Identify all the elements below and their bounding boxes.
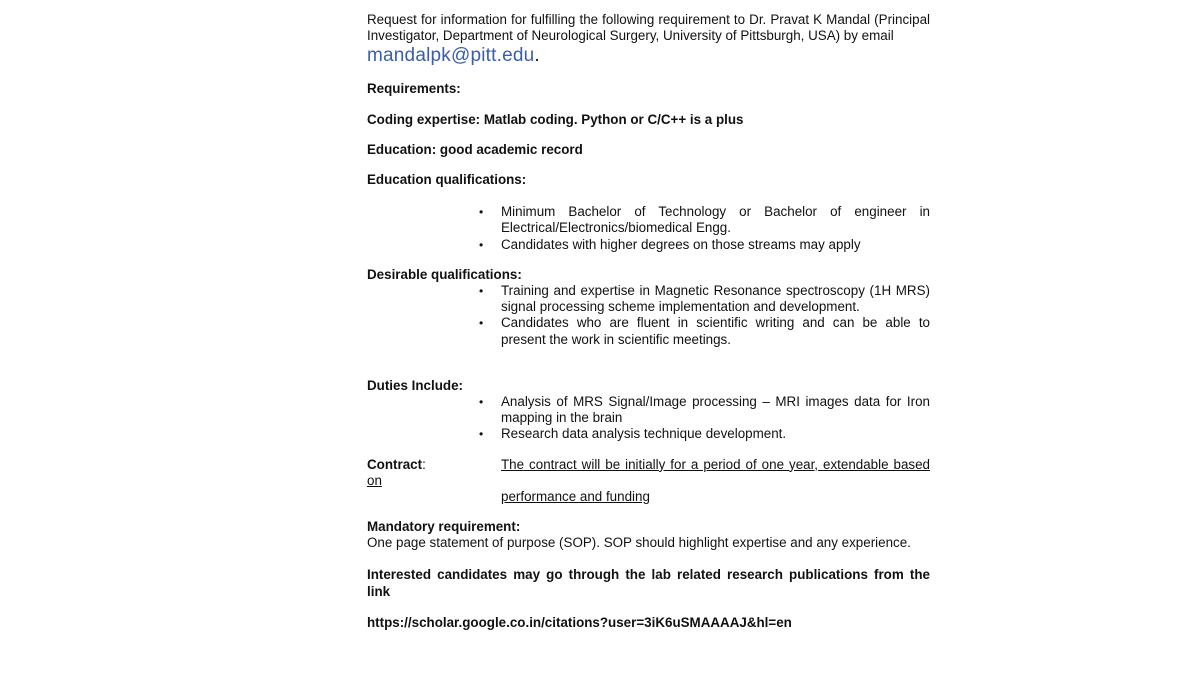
bullet-icon: • bbox=[479, 237, 484, 252]
contract-row bbox=[367, 457, 930, 473]
mandatory-text: One page statement of purpose (SOP). SOP should highlight expertise and any experience. bbox=[367, 535, 911, 551]
publications-text: Interested candidates may go through the lab related research publications from the link bbox=[367, 567, 930, 599]
bullet-icon: • bbox=[479, 205, 484, 220]
list-item: • Minimum Bachelor of Technology or Bachelor of engineer in Electrical/Electronics/biomedical Engg. bbox=[479, 204, 930, 236]
list-item: • Training and expertise in Magnetic Resonance spectroscopy (1H MRS) signal processing scheme implementation and development. bbox=[479, 283, 930, 315]
contract-line-1: The contract will be initially for a period of one year, extendable based bbox=[501, 456, 930, 472]
duties-heading: Duties Include: bbox=[367, 377, 463, 393]
bullet-icon: • bbox=[479, 395, 484, 410]
bullet-icon: • bbox=[479, 427, 484, 442]
coding-expertise: Coding expertise: Matlab coding. Python or C/C++ is a plus bbox=[367, 111, 744, 127]
intro-paragraph bbox=[367, 12, 930, 68]
email-suffix: . bbox=[534, 45, 540, 67]
list-item: • Candidates who are fluent in scientific writing and can be able to present the work in scientific meetings. bbox=[479, 315, 930, 347]
intro-text: Request for information for fulfilling the following requirement to Dr. Pravat K Mandal (Principal Investigator, Department of Neurological Surgery, University of Pittsburgh, USA) by email bbox=[367, 12, 930, 44]
list-item: • Candidates with higher degrees on those streams may apply bbox=[479, 236, 861, 252]
document-page bbox=[367, 12, 930, 631]
education-record: Education: good academic record bbox=[367, 141, 583, 157]
bullet-icon: • bbox=[479, 316, 484, 331]
bullet-icon: • bbox=[479, 284, 484, 299]
list-item: • Analysis of MRS Signal/Image processing – MRI images data for Iron mapping in the brain bbox=[479, 394, 930, 426]
mandatory-heading: Mandatory requirement: bbox=[367, 519, 521, 535]
contract-line-2: on bbox=[367, 472, 382, 488]
contract-line-3-wrap bbox=[367, 489, 930, 505]
contract-label: Contract: bbox=[367, 456, 426, 472]
education-qualifications-list bbox=[472, 204, 930, 253]
email-link[interactable]: mandalpk@pitt.edu bbox=[367, 45, 535, 67]
list-item: • Research data analysis technique development. bbox=[479, 426, 787, 442]
scholar-link[interactable]: https://scholar.google.co.in/citations?user=3iK6uSMAAAAJ&hl=en bbox=[367, 614, 792, 630]
desirable-qualifications-heading: Desirable qualifications: bbox=[367, 266, 522, 282]
requirements-heading: Requirements: bbox=[367, 81, 461, 97]
education-qualifications-heading: Education qualifications: bbox=[367, 172, 527, 188]
duties-list bbox=[472, 394, 930, 443]
desirable-qualifications-list bbox=[472, 283, 930, 348]
contract-line-3: performance and funding bbox=[501, 488, 650, 504]
